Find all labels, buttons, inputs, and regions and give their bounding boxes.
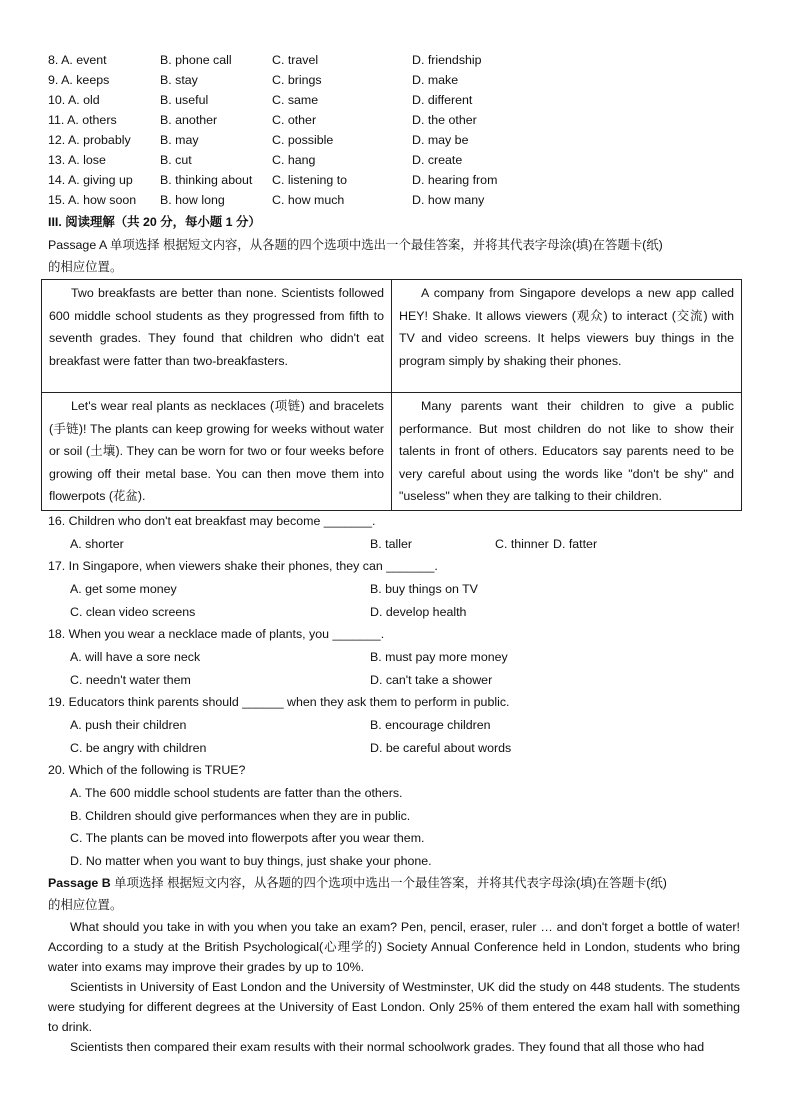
passage-b-instruction bbox=[48, 872, 742, 894]
question-17: 17. In Singapore, when viewers shake their phones, they can _______. bbox=[48, 559, 438, 573]
passage-breakfast: Two breakfasts are better than none. Scientists followed 600 middle school students as they progressed from fifth to seventh grades. They found that children who didn't eat breakfast were fatter than two-breakfasters. bbox=[42, 280, 392, 393]
question-16: 16. Children who don't eat breakfast may become _______. bbox=[48, 514, 376, 528]
q18-option-d: D. can't take a shower bbox=[370, 673, 493, 687]
q17-option-b: B. buy things on TV bbox=[370, 582, 478, 596]
passage-b-instruction-text: 单项选择 根据短文内容，从各题的四个选项中选出一个最佳答案，并将其代表字母涂(填)在答题卡(纸) bbox=[114, 876, 667, 890]
passage-b-paragraph-2: Scientists in University of East London and the University of Westminster, UK did the study on 448 students. The students were studying for different degrees at the University of East London. Only 25% of them entered the exam hall with something to drink. bbox=[48, 980, 740, 1034]
option-a: 8. A. event bbox=[48, 53, 107, 67]
passage-parents: Many parents want their children to give a public performance. But most children do not like to show their talents in front of others. Educators say parents need to be very careful about using the words like "don't be shy" and "useless" when they are talking to their children. bbox=[392, 393, 742, 511]
passage-b-instruction-cont: 的相应位置。 bbox=[48, 898, 123, 912]
passage-a-instruction-text: 单项选择 根据短文内容，从各题的四个选项中选出一个最佳答案，并将其代表字母涂(填)在答题卡(纸) bbox=[110, 238, 663, 252]
option-c: C. listening to bbox=[272, 173, 348, 187]
option-a: 9. A. keeps bbox=[48, 73, 110, 87]
option-d: D. friendship bbox=[412, 53, 482, 67]
option-d: D. different bbox=[412, 93, 473, 107]
q17-option-c: C. clean video screens bbox=[70, 605, 196, 619]
option-c: C. possible bbox=[272, 133, 334, 147]
q20-option-d: D. No matter when you want to buy things, just shake your phone. bbox=[70, 854, 432, 868]
option-a: 11. A. others bbox=[48, 113, 117, 127]
q19-option-c: C. be angry with children bbox=[70, 741, 207, 755]
q18-option-b: B. must pay more money bbox=[370, 650, 508, 664]
passage-app: A company from Singapore develops a new app called HEY! Shake. It allows viewers (观众) to interact (交流) with TV and video screens. It helps viewers buy things in the program simply by shaking their phones. bbox=[392, 280, 742, 393]
option-a: 10. A. old bbox=[48, 93, 100, 107]
q16-option-d: D. fatter bbox=[553, 537, 598, 551]
option-c: C. travel bbox=[272, 53, 319, 67]
option-d: D. create bbox=[412, 153, 463, 167]
passage-a-instruction bbox=[48, 234, 742, 256]
option-a: 13. A. lose bbox=[48, 153, 106, 167]
question-20: 20. Which of the following is TRUE? bbox=[48, 763, 246, 777]
passage-a-label: Passage A bbox=[48, 238, 107, 252]
option-b: B. useful bbox=[160, 93, 209, 107]
option-c: C. how much bbox=[272, 193, 345, 207]
option-a: 15. A. how soon bbox=[48, 193, 137, 207]
option-c: C. other bbox=[272, 113, 317, 127]
passage-b-paragraph-1: What should you take in with you when you take an exam? Pen, pencil, eraser, ruler … and don't forget a bottle of water! According to a study at the British Psychological(心理学的) Society Annual Conference held in London, students who bring water into exams may improve their grades by up to 10%. bbox=[48, 920, 740, 974]
q17-option-a: A. get some money bbox=[70, 582, 177, 596]
option-b: B. may bbox=[160, 133, 199, 147]
q19-option-b: B. encourage children bbox=[370, 718, 491, 732]
passage-plants: Let's wear real plants as necklaces (项链) and bracelets (手链)! The plants can keep growing for weeks without water or soil (土壤). They can be worn for two or four weeks before growing off their metal base. You can then move them into flowerpots (花盆). bbox=[42, 393, 392, 511]
q19-option-a: A. push their children bbox=[70, 718, 187, 732]
q16-option-a: A. shorter bbox=[70, 537, 124, 551]
option-a: 12. A. probably bbox=[48, 133, 131, 147]
passage-a-table bbox=[41, 279, 742, 511]
q20-option-b: B. Children should give performances when they are in public. bbox=[70, 809, 411, 823]
option-d: D. the other bbox=[412, 113, 477, 127]
option-c: C. same bbox=[272, 93, 319, 107]
option-d: D. make bbox=[412, 73, 459, 87]
passage-a-instruction-cont: 的相应位置。 bbox=[48, 260, 123, 274]
option-b: B. thinking about bbox=[160, 173, 253, 187]
option-c: C. hang bbox=[272, 153, 316, 167]
option-d: D. how many bbox=[412, 193, 485, 207]
option-b: B. stay bbox=[160, 73, 198, 87]
option-b: B. cut bbox=[160, 153, 192, 167]
question-19: 19. Educators think parents should ______ when they ask them to perform in public. bbox=[48, 695, 510, 709]
q16-option-c: C. thinner bbox=[495, 537, 549, 551]
option-b: B. phone call bbox=[160, 53, 232, 67]
q20-option-a: A. The 600 middle school students are fatter than the others. bbox=[70, 786, 403, 800]
option-d: D. may be bbox=[412, 133, 469, 147]
option-a: 14. A. giving up bbox=[48, 173, 133, 187]
passage-b-label: Passage B bbox=[48, 876, 111, 890]
q20-option-c: C. The plants can be moved into flowerpots after you wear them. bbox=[70, 831, 425, 845]
section-heading: III. 阅读理解（共 20 分，每小题 1 分） bbox=[48, 215, 261, 229]
option-d: D. hearing from bbox=[412, 173, 498, 187]
q19-option-d: D. be careful about words bbox=[370, 741, 512, 755]
q17-option-d: D. develop health bbox=[370, 605, 467, 619]
passage-b-paragraph-3: Scientists then compared their exam results with their normal schoolwork grades. They found that all those who had bbox=[70, 1040, 705, 1054]
question-18: 18. When you wear a necklace made of plants, you _______. bbox=[48, 627, 385, 641]
option-b: B. how long bbox=[160, 193, 225, 207]
q16-option-b: B. taller bbox=[370, 537, 413, 551]
option-c: C. brings bbox=[272, 73, 322, 87]
option-b: B. another bbox=[160, 113, 218, 127]
q18-option-c: C. needn't water them bbox=[70, 673, 191, 687]
q18-option-a: A. will have a sore neck bbox=[70, 650, 201, 664]
